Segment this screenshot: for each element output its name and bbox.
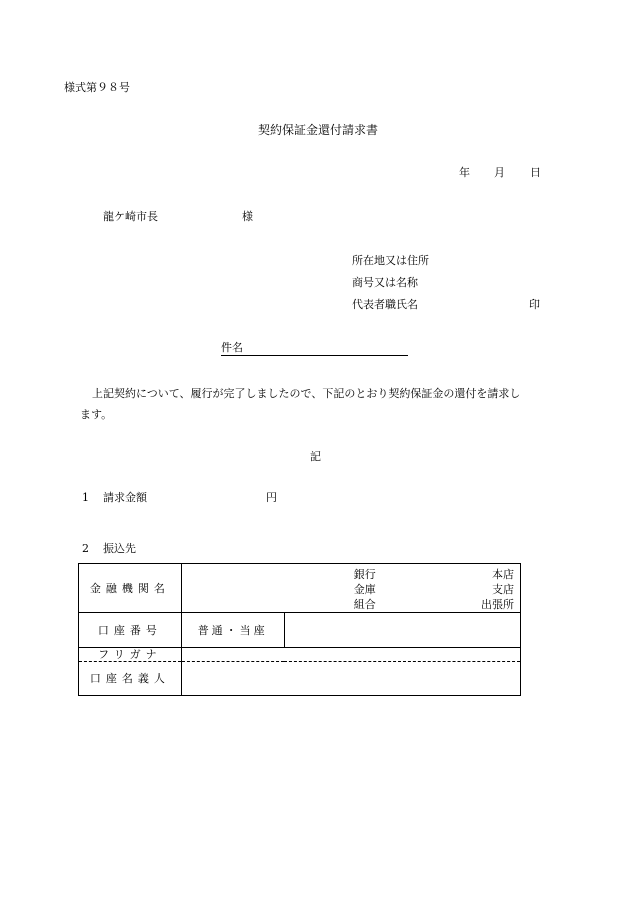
bank-transfer-table bbox=[78, 563, 521, 696]
form-number: 様式第９８号 bbox=[64, 81, 130, 94]
ki-heading: 記 bbox=[310, 450, 321, 463]
address-label: 所在地又は住所 bbox=[352, 254, 429, 267]
account-number-row bbox=[79, 613, 521, 648]
item2-number: 2 bbox=[82, 542, 89, 555]
document-title: 契約保証金還付請求書 bbox=[258, 123, 379, 137]
institution-value-cell[interactable] bbox=[181, 564, 520, 613]
subject-line bbox=[221, 342, 408, 356]
seal-mark: 印 bbox=[529, 298, 540, 311]
institution-type-kumiai: 組合 bbox=[353, 598, 376, 611]
representative-label: 代表者職氏名 bbox=[352, 298, 418, 311]
account-number-label: 口座番号 bbox=[79, 613, 182, 648]
body-text-line-1: 上記契約について、履行が完了しましたので、下記のとおり契約保証金の還付を請求し bbox=[92, 387, 521, 400]
account-holder-field[interactable] bbox=[181, 662, 520, 696]
addressee-name: 龍ケ崎市長 bbox=[103, 210, 158, 223]
date-month-label: 月 bbox=[494, 166, 505, 179]
branch-type-main: 本店 bbox=[492, 568, 514, 581]
item1-label: 請求金額 bbox=[103, 491, 147, 504]
date-year-label: 年 bbox=[459, 166, 470, 179]
item2-label: 振込先 bbox=[103, 542, 136, 555]
item1-number: 1 bbox=[82, 491, 89, 504]
item1-unit: 円 bbox=[266, 491, 277, 504]
furigana-label: フリガナ bbox=[79, 648, 182, 662]
institution-type-shinkin: 金庫 bbox=[353, 583, 376, 596]
institution-label: 金融機関名 bbox=[79, 564, 182, 613]
addressee-honorific: 様 bbox=[242, 210, 253, 223]
branch-type-branch: 支店 bbox=[492, 583, 514, 596]
company-label: 商号又は名称 bbox=[352, 276, 418, 289]
subject-label: 件名 bbox=[221, 341, 243, 354]
institution-row bbox=[79, 564, 521, 613]
date-day-label: 日 bbox=[530, 166, 541, 179]
furigana-field[interactable] bbox=[181, 648, 520, 662]
furigana-row bbox=[79, 648, 521, 662]
account-type-options[interactable]: 普通・当座 bbox=[181, 613, 284, 648]
body-text-line-2: ます。 bbox=[80, 408, 113, 421]
account-holder-row bbox=[79, 662, 521, 696]
branch-type-office: 出張所 bbox=[481, 598, 514, 611]
account-holder-label: 口座名義人 bbox=[79, 662, 182, 696]
institution-type-bank: 銀行 bbox=[353, 568, 376, 581]
account-number-field[interactable] bbox=[284, 613, 520, 648]
